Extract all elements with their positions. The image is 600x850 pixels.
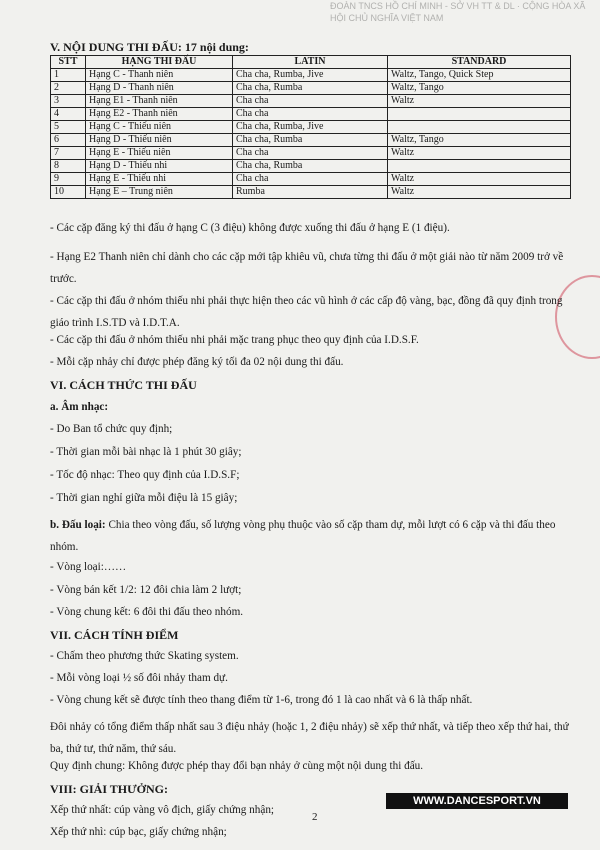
- cell-standard: Waltz: [388, 186, 571, 199]
- cell-stt: 7: [51, 147, 86, 160]
- bleed-through-text: ĐOÀN TNCS HỒ CHÍ MINH - SỞ VH TT & DL · CỘNG HÒA XÃ HỘI CHỦ NGHĨA VIỆT NAM: [330, 1, 586, 23]
- cell-standard: [388, 108, 571, 121]
- cell-latin: Cha cha, Rumba: [233, 134, 388, 147]
- header-latin: LATIN: [233, 56, 388, 69]
- note-line: - Các cặp đăng ký thi đấu ở hạng C (3 điệu) không được xuống thi đấu ở hạng E (1 điệu).: [50, 222, 450, 234]
- page-number: 2: [312, 811, 318, 823]
- cell-class: Hạng D - Thiếu nhi: [86, 160, 233, 173]
- table-row: [51, 147, 571, 160]
- cell-standard: Waltz, Tango: [388, 134, 571, 147]
- cell-latin: Cha cha: [233, 95, 388, 108]
- award-line: Xếp thứ nhất: cúp vàng vô địch, giấy chứng nhận;: [50, 804, 275, 816]
- table-row: [51, 108, 571, 121]
- website-watermark: WWW.DANCESPORT.VN: [386, 793, 568, 809]
- header-stt: STT: [51, 56, 86, 69]
- music-item: - Thời gian mỗi bài nhạc là 1 phút 30 giây;: [50, 446, 242, 458]
- section-vi-title: VI. CÁCH THỨC THI ĐẤU: [50, 378, 197, 392]
- scoring-line: - Chấm theo phương thức Skating system.: [50, 650, 239, 662]
- table-row: [51, 69, 571, 82]
- cell-stt: 2: [51, 82, 86, 95]
- note-line: - Mỗi cặp nhảy chỉ được phép đăng ký tối đa 02 nội dung thi đấu.: [50, 356, 344, 368]
- elimination-paragraph: [50, 514, 570, 558]
- cell-stt: 6: [51, 134, 86, 147]
- scoring-line: - Vòng chung kết sẽ được tính theo thang điểm từ 1-6, trong đó 1 là cao nhất và 6 là thấp nhất.: [50, 694, 473, 706]
- cell-stt: 9: [51, 173, 86, 186]
- cell-latin: Cha cha, Rumba, Jive: [233, 69, 388, 82]
- table-row: [51, 134, 571, 147]
- note-line: - Các cặp thi đấu ở nhóm thiếu nhi phải mặc trang phục theo quy định của I.D.S.F.: [50, 334, 419, 346]
- cell-standard: Waltz, Tango: [388, 82, 571, 95]
- table-row: [51, 160, 571, 173]
- elimination-label: b. Đấu loại:: [50, 519, 106, 531]
- scoring-line: - Mỗi vòng loại ½ số đôi nhảy tham dự.: [50, 672, 228, 684]
- elimination-text: Chia theo vòng đấu, số lượng vòng phụ thuộc vào số cặp tham dự, mỗi lượt có 6 cặp và thi đấu theo nhóm.: [50, 519, 556, 553]
- section-vii-title: VII. CÁCH TÍNH ĐIỂM: [50, 628, 179, 642]
- cell-class: Hạng D - Thanh niên: [86, 82, 233, 95]
- table-row: [51, 173, 571, 186]
- section-v-title: V. NỘI DUNG THI ĐẤU: 17 nội dung:: [50, 40, 249, 54]
- cell-latin: Rumba: [233, 186, 388, 199]
- scoring-line: Đôi nhảy có tổng điểm thấp nhất sau 3 điệu nhảy (hoặc 1, 2 điệu nhảy) sẽ xếp thứ nhất, và tiếp theo xếp thứ hai, thứ ba, thứ tư, thứ năm, thứ sáu.: [50, 721, 569, 755]
- cell-latin: Cha cha: [233, 108, 388, 121]
- music-item: - Tốc độ nhạc: Theo quy định của I.D.S.F;: [50, 469, 240, 481]
- general-rule: Quy định chung: Không được phép thay đổi bạn nhảy ở cùng một nội dung thi đấu.: [50, 760, 424, 772]
- cell-standard: Waltz: [388, 147, 571, 160]
- cell-standard: [388, 121, 571, 134]
- cell-latin: Cha cha: [233, 173, 388, 186]
- cell-latin: Cha cha, Rumba: [233, 160, 388, 173]
- note-line: - Các cặp thi đấu ở nhóm thiếu nhi phải thực hiện theo các vũ hình ở các cấp độ vàng, bạc, đồng đã quy định trong giáo trình I.S.TD và I.D.T.A.: [50, 295, 563, 329]
- cell-class: Hạng C - Thanh niên: [86, 69, 233, 82]
- table-header-row: [51, 56, 571, 69]
- cell-stt: 5: [51, 121, 86, 134]
- table-row: [51, 82, 571, 95]
- cell-class: Hạng D - Thiếu niên: [86, 134, 233, 147]
- round-item: - Vòng bán kết 1/2: 12 đôi chia làm 2 lượt;: [50, 584, 242, 596]
- table-row: [51, 186, 571, 199]
- note-line: - Hạng E2 Thanh niên chỉ dành cho các cặp mới tập khiêu vũ, chưa từng thi đấu ở một giải nào từ năm 2009 trở về trước.: [50, 251, 564, 285]
- music-item: - Do Ban tổ chức quy định;: [50, 423, 173, 435]
- cell-standard: Waltz: [388, 95, 571, 108]
- header-standard: STANDARD: [388, 56, 571, 69]
- music-item: - Thời gian nghỉ giữa mỗi điệu là 15 giây;: [50, 492, 238, 504]
- header-class: HẠNG THI ĐẤU: [86, 56, 233, 69]
- cell-stt: 10: [51, 186, 86, 199]
- award-line: Xếp thứ nhì: cúp bạc, giấy chứng nhận;: [50, 826, 227, 838]
- cell-class: Hạng E - Thiếu nhi: [86, 173, 233, 186]
- table-row: [51, 121, 571, 134]
- round-item: - Vòng chung kết: 6 đôi thi đấu theo nhóm.: [50, 606, 244, 618]
- cell-stt: 1: [51, 69, 86, 82]
- cell-class: Hạng E – Trung niên: [86, 186, 233, 199]
- cell-class: Hạng E - Thiếu niên: [86, 147, 233, 160]
- music-subtitle: a. Âm nhạc:: [50, 401, 109, 413]
- section-viii-title: VIII: GIẢI THƯỞNG:: [50, 782, 169, 796]
- cell-latin: Cha cha, Rumba, Jive: [233, 121, 388, 134]
- cell-stt: 4: [51, 108, 86, 121]
- program-table: [50, 55, 571, 199]
- cell-standard: [388, 160, 571, 173]
- cell-class: Hạng C - Thiếu niên: [86, 121, 233, 134]
- cell-stt: 8: [51, 160, 86, 173]
- cell-stt: 3: [51, 95, 86, 108]
- cell-latin: Cha cha: [233, 147, 388, 160]
- round-item: - Vòng loại:……: [50, 561, 127, 573]
- cell-standard: Waltz: [388, 173, 571, 186]
- cell-standard: Waltz, Tango, Quick Step: [388, 69, 571, 82]
- table-row: [51, 95, 571, 108]
- cell-latin: Cha cha, Rumba: [233, 82, 388, 95]
- cell-class: Hạng E1 - Thanh niên: [86, 95, 233, 108]
- cell-class: Hạng E2 - Thanh niên: [86, 108, 233, 121]
